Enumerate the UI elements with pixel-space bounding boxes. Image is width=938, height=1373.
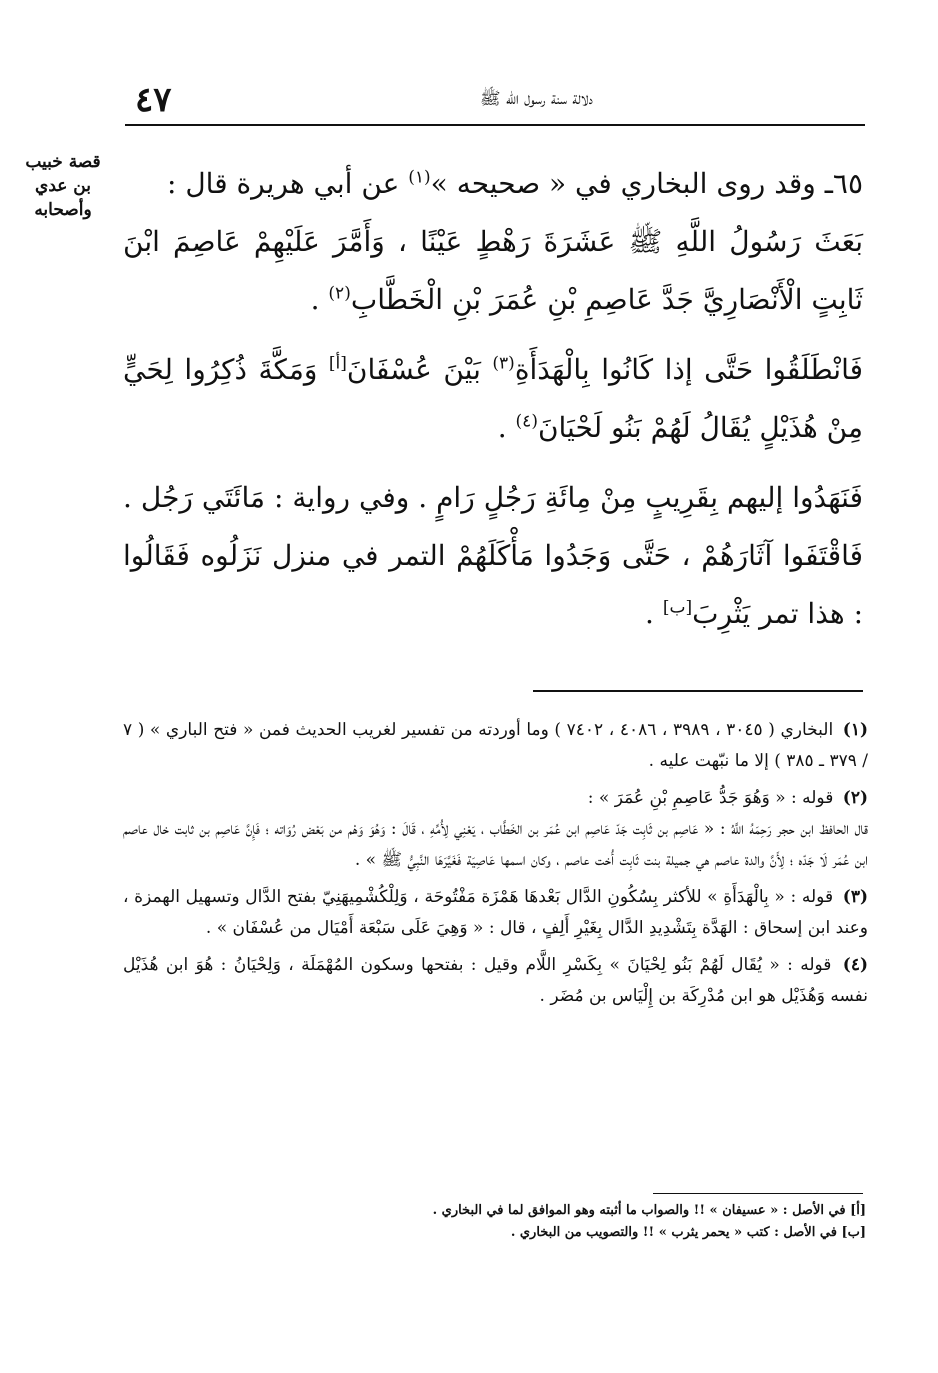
paragraph-hadith-journey xyxy=(123,341,863,457)
footnote-number: (٢) xyxy=(842,788,868,808)
editor-note-b: [ب] في الأصل : كتب « يحمر يثرب » !! والتصويب من البخاري . xyxy=(510,1225,866,1240)
footnote-text: قوله : « وَهُوَ جَدُّ عَاصِمِ بْنِ عُمَرَ » : xyxy=(587,788,834,808)
paragraph-hadith-sending xyxy=(123,213,863,329)
footnote-ref: (٢) xyxy=(328,283,351,304)
footnote-text: البخاري ( ٣٠٤٥ ، ٣٩٨٩ ، ٤٠٨٦ ، ٧٤٠٢ ) وما أوردته من تفسير لغريب الحديث فمن « فتح الباري » ( ٧ / ٣٧٩ ـ ٣٨٥ ) إلا ما نبّهت عليه . xyxy=(123,720,868,771)
footnote-number: (٤) xyxy=(842,955,869,975)
footnotes xyxy=(123,715,868,1018)
footnote-divider xyxy=(533,690,863,692)
footnote-ref: (١) xyxy=(408,167,431,188)
text-segment: فَانْطَلَقُوا حَتَّى إذا كَانُوا بِالْهَدَأَةِ xyxy=(514,353,864,386)
paragraph-hadith-pursuit xyxy=(123,469,863,643)
footnote-number: (١) xyxy=(842,720,868,740)
footnote-quote: قال الحافظ ابن حجر رَحِمَهُ اللَّهُ : « عَاصِم بن ثَابِت جَدّ عَاصِم ابن عُمَر بن الخَطَّاب ، يَعْنِي لِأُمِّهِ ، قَالَ : وَهُوَ وَهْم من بَعْض رُوَاته ؛ فَإِنَّ عَاصِم بن ثابت خال عاصم ابن عُمَر لَا جَدّه ؛ لِأَنَّ والدة عاصم هي جميلة بنت ثَابِت أُخت عاصم ، وكان اسمها عَاصِيَة فَغَيَّرَهَا النَّبِيُّ ﷺ » . xyxy=(123,819,868,870)
page-number: ٤٧ xyxy=(135,80,172,120)
footnote-2 xyxy=(123,783,868,876)
text-segment: عن أبي هريرة قال : xyxy=(166,167,409,200)
footnote-3 xyxy=(123,882,868,944)
text-segment: بَعَثَ رَسُولُ اللَّهِ ﷺ عَشَرَةَ رَهْطٍ عَيْنًا ، وَأَمَّرَ عَلَيْهِمْ عَاصِمَ ابْنَ ثَابِتٍ الْأَنْصَارِيَّ جَدَّ عَاصِمِ بْنِ عُمَرَ بْنِ الْخَطَّابِ xyxy=(123,225,863,316)
margin-note-line: قصة خبيب xyxy=(25,152,101,172)
text-segment: وَمَكَّةَ ذُكِرُوا لِحَيٍّ مِنْ هُذَيْلٍ يُقَالُ لَهُمْ بَنُو لَحْيَانَ xyxy=(123,353,863,444)
footnote-4 xyxy=(123,950,868,1012)
editor-note-ref: [أ] xyxy=(328,353,347,374)
editor-note-a: [أ] في الأصل : « عسيفان » !! والصواب ما أثبته وهو الموافق لما في البخاري . xyxy=(432,1203,866,1218)
text-segment: بَيْنَ عُسْفَانَ xyxy=(346,353,493,386)
footnote-text: قوله : « يُقَال لَهُمْ بَنُو لِحْيَانَ » بِكَسْرِ اللَّام وقيل : بفتحها وسكون المُهْمَلَة ، وَلِحْيَانُ : هُوَ ابن هُذَيْل نفسه وَهُذَيْل هو ابن مُدْرِكَة بن إِلْيَاس بن مُضَر . xyxy=(123,955,868,1006)
editor-notes xyxy=(121,1200,866,1244)
footnote-1 xyxy=(123,715,868,777)
running-title: دلالة سنة رسول الله ﷺ xyxy=(480,89,593,109)
editor-notes-divider xyxy=(653,1193,863,1194)
text-segment: ٦٥ـ وقد روى البخاري في « صحيحه » xyxy=(430,167,863,200)
editor-note-ref: [ب] xyxy=(662,597,693,618)
text-segment: . xyxy=(645,597,663,630)
footnote-text: قوله : « بِالْهَدَأَةِ » للأكثر بِسُكُونِ الدَّال بَعْدهَا هَمْزَة مَفْتُوحَة ، وَلِلْكُشْمِيهَنِيّ بفتح الدَّال وتسهيل الهمزة ، وعند ابن إسحاق : الهَدَّة بِتَشْدِيدِ الدَّال بِغَيْرِ أَلِفٍ ، قال : « وَهِيَ عَلَى سَبْعَة أَمْيَال من عُسْفَان » . xyxy=(123,887,868,938)
margin-note-line: بن عدي xyxy=(35,176,91,196)
text-segment: . xyxy=(310,283,329,316)
text-segment: فَنَهَدُوا إليهم بِقَرِيبٍ مِنْ مِائَةِ رَجُلٍ رَامٍ . وفي رواية : مَائَتَي رَجُل . فَاقْتَفَوا آثَارَهُمْ ، حَتَّى وَجَدُوا مَأْكَلَهُمْ التمر في منزل نَزَلُوه فَقَالُوا : هذا تمر يَثْرِبَ xyxy=(123,481,863,630)
footnote-ref: (٤) xyxy=(515,411,538,432)
text-segment: . xyxy=(497,411,516,444)
margin-note xyxy=(8,150,118,222)
header-divider xyxy=(125,124,865,126)
main-text xyxy=(123,155,863,655)
margin-note-line: وأصحابه xyxy=(34,200,92,220)
footnote-ref: (٣) xyxy=(492,353,515,374)
footnote-number: (٣) xyxy=(842,887,868,907)
running-header xyxy=(125,78,863,124)
paragraph-hadith-intro xyxy=(123,155,863,213)
